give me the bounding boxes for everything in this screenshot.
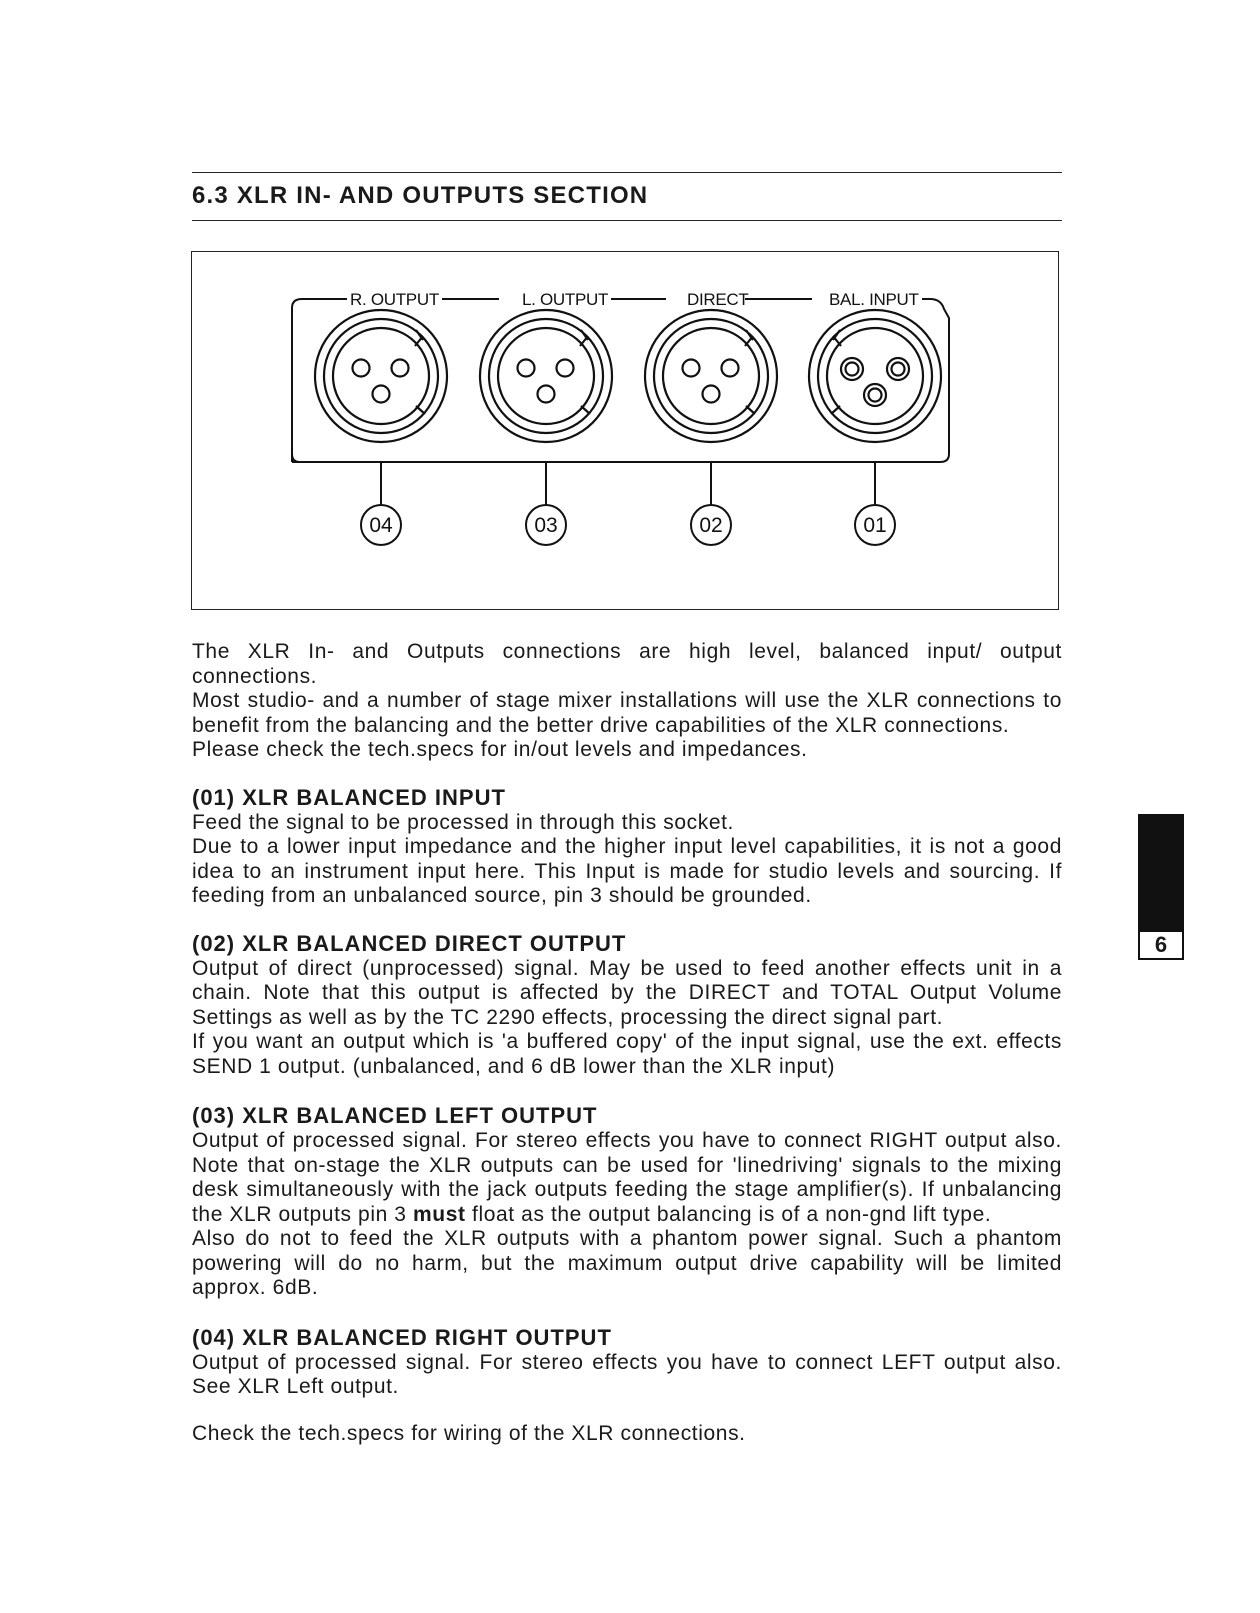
paragraph-direct-2: If you want an output which is 'a buffered copy' of the input signal, use the ext. effects SEND 1 output. (unbalanced, and 6 dB lower than the XLR input)	[192, 1030, 1062, 1078]
top-rule	[192, 172, 1062, 173]
label-bal-input: BAL. INPUT	[829, 290, 919, 309]
paragraph-left-1	[192, 1129, 1062, 1227]
emphasis-must: must	[413, 1202, 466, 1226]
heading-xlr-balanced-direct-output: (02) XLR BALANCED DIRECT OUTPUT	[192, 930, 627, 956]
xlr-female-connector-bal-input	[809, 310, 941, 442]
xlr-connector-diagram	[191, 251, 1059, 610]
label-l-output: L. OUTPUT	[522, 290, 609, 309]
paragraph-right-1: Output of processed signal. For stereo effects you have to connect LEFT output also. See XLR Left output.	[192, 1350, 1062, 1398]
xlr-male-connector-r-output	[315, 310, 447, 442]
label-direct: DIRECT	[687, 290, 749, 309]
callout-02-label: 02	[699, 514, 723, 537]
intro-paragraph-3: Please check the tech.specs for in/out levels and impedances.	[192, 738, 808, 761]
heading-xlr-balanced-right-output: (04) XLR BALANCED RIGHT OUTPUT	[192, 1324, 612, 1350]
heading-xlr-balanced-input: (01) XLR BALANCED INPUT	[192, 784, 506, 810]
paragraph-left-1-start: Output of processed signal. For stereo effects you have to connect RIGHT output also. Note that on-stage the XLR outputs can be used for 'linedriving' signals to the mixing desk simultaneously with the jack outputs feeding the stage amplifier(s). If unbalancing the XLR outputs pin 3	[192, 1129, 1062, 1226]
closing-note: Check the tech.specs for wiring of the XLR connections.	[192, 1421, 746, 1445]
callout-03	[526, 505, 566, 545]
paragraph-left-1-end: float as the output balancing is of a non-gnd lift type.	[472, 1202, 992, 1226]
label-r-output: R. OUTPUT	[350, 290, 439, 309]
intro-paragraph-2: Most studio- and a number of stage mixer installations will use the XLR connections to benefit from the balancing and the better drive capabilities of the XLR connections.	[192, 689, 1062, 737]
callout-04	[361, 505, 401, 545]
xlr-panel-drawing	[192, 252, 1060, 611]
xlr-male-connector-l-output	[480, 310, 612, 442]
callout-01	[855, 505, 895, 545]
chapter-tab-marker	[1138, 814, 1184, 932]
section-title: 6.3 XLR IN- AND OUTPUTS SECTION	[192, 182, 649, 209]
paragraph-input-1: Feed the signal to be processed in through this socket.	[192, 810, 734, 834]
callout-02	[691, 505, 731, 545]
callout-01-label: 01	[863, 514, 887, 537]
paragraph-direct-1: Output of direct (unprocessed) signal. May be used to feed another effects unit in a chain. Note that this output is affected by the DIRECT and TOTAL Output Volume Settings as well as by the TC 2290 effects, processing the direct signal part.	[192, 956, 1062, 1029]
chapter-tab-number: 6	[1138, 932, 1184, 960]
callout-04-label: 04	[369, 514, 393, 537]
title-underline	[192, 220, 1062, 221]
heading-xlr-balanced-left-output: (03) XLR BALANCED LEFT OUTPUT	[192, 1103, 598, 1128]
body-text	[192, 640, 1062, 1446]
callout-03-label: 03	[534, 514, 558, 537]
paragraph-left-2: Also do not to feed the XLR outputs with a phantom power signal. Such a phantom powering will do no harm, but the maximum output drive capability will be limited approx. 6dB.	[192, 1227, 1062, 1299]
intro-paragraph-1: The XLR In- and Outputs connections are high level, balanced input/ output connections.	[192, 640, 1062, 688]
paragraph-input-2: Due to a lower input impedance and the higher input level capabilities, it is not a good idea to an instrument input here. This Input is made for studio levels and sourcing. If feeding from an unbalanced source, pin 3 should be grounded.	[192, 835, 1062, 907]
xlr-male-connector-direct	[645, 310, 777, 442]
